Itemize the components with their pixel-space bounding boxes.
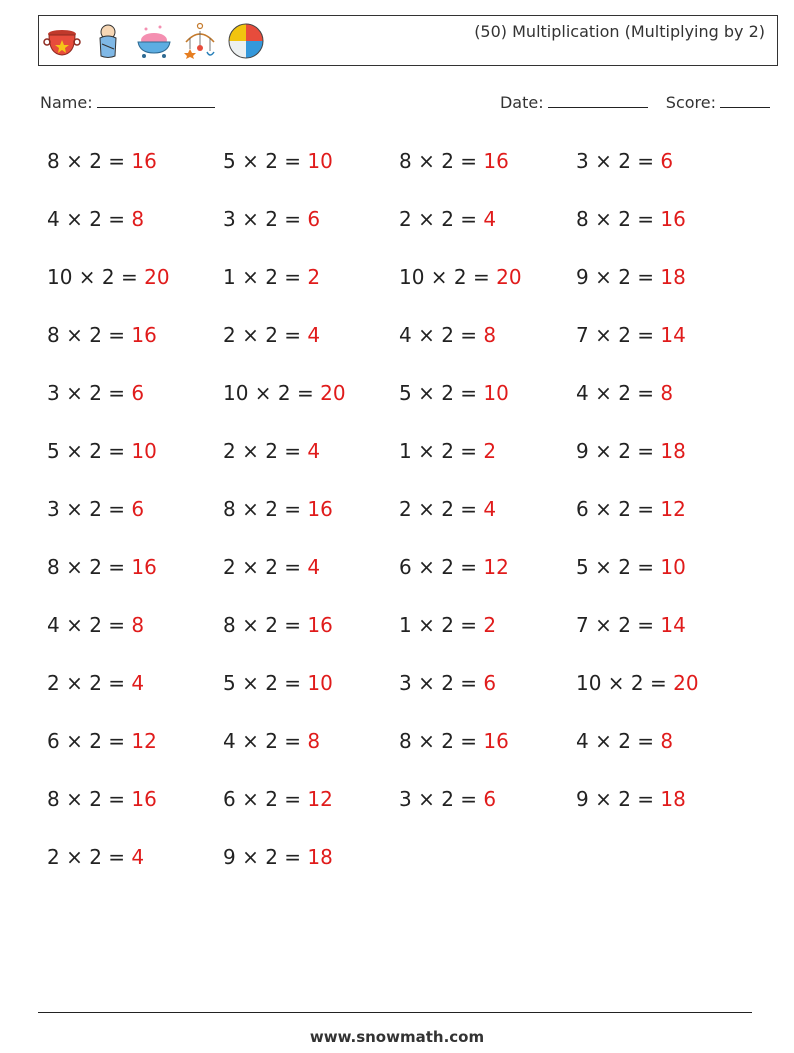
problem-answer: 20 bbox=[673, 671, 699, 695]
worksheet-header bbox=[38, 15, 778, 66]
problem-item bbox=[576, 729, 673, 753]
problem-question: 8 × 2 = bbox=[399, 729, 484, 753]
problem-answer: 18 bbox=[660, 265, 686, 289]
problem-answer: 12 bbox=[660, 497, 686, 521]
problem-answer: 16 bbox=[307, 497, 333, 521]
problem-question: 3 × 2 = bbox=[576, 149, 661, 173]
problem-answer: 4 bbox=[483, 207, 497, 231]
problem-answer: 16 bbox=[131, 323, 157, 347]
problem-question: 2 × 2 = bbox=[223, 439, 308, 463]
problem-item bbox=[47, 671, 144, 695]
problem-answer: 16 bbox=[483, 149, 509, 173]
problem-question: 3 × 2 = bbox=[47, 381, 132, 405]
problem-item bbox=[223, 729, 320, 753]
problem-question: 10 × 2 = bbox=[399, 265, 497, 289]
problem-question: 10 × 2 = bbox=[223, 381, 321, 405]
problem-item bbox=[399, 207, 496, 231]
problem-question: 3 × 2 = bbox=[399, 787, 484, 811]
problem-item bbox=[47, 845, 144, 869]
problem-answer: 6 bbox=[131, 497, 145, 521]
problem-question: 2 × 2 = bbox=[223, 323, 308, 347]
problem-item bbox=[223, 439, 320, 463]
problem-item bbox=[576, 149, 673, 173]
problem-item bbox=[47, 149, 157, 173]
problem-item bbox=[223, 207, 320, 231]
problem-question: 2 × 2 = bbox=[47, 845, 132, 869]
problem-item bbox=[223, 671, 333, 695]
problem-item bbox=[223, 613, 333, 637]
problem-answer: 20 bbox=[496, 265, 522, 289]
problem-answer: 8 bbox=[660, 381, 674, 405]
problem-answer: 2 bbox=[307, 265, 321, 289]
problem-answer: 10 bbox=[660, 555, 686, 579]
problem-item bbox=[399, 265, 522, 289]
problem-answer: 8 bbox=[483, 323, 497, 347]
beach-ball-icon bbox=[227, 22, 265, 60]
problem-item bbox=[576, 787, 686, 811]
problem-question: 4 × 2 = bbox=[576, 381, 661, 405]
problem-item bbox=[576, 381, 673, 405]
problem-item bbox=[47, 497, 144, 521]
problem-item bbox=[47, 439, 157, 463]
problem-answer: 16 bbox=[660, 207, 686, 231]
problem-question: 4 × 2 = bbox=[47, 613, 132, 637]
problem-item bbox=[47, 381, 144, 405]
swaddled-baby-icon bbox=[89, 22, 127, 60]
problem-question: 9 × 2 = bbox=[576, 787, 661, 811]
problem-question: 2 × 2 = bbox=[399, 207, 484, 231]
problem-answer: 6 bbox=[307, 207, 321, 231]
problem-item bbox=[399, 497, 496, 521]
footer-divider bbox=[38, 1012, 752, 1013]
score-blank[interactable] bbox=[720, 93, 770, 108]
problem-item bbox=[399, 381, 509, 405]
problem-question: 5 × 2 = bbox=[576, 555, 661, 579]
problem-question: 6 × 2 = bbox=[223, 787, 308, 811]
problem-question: 4 × 2 = bbox=[399, 323, 484, 347]
name-label: Name: bbox=[40, 93, 93, 112]
problem-question: 3 × 2 = bbox=[399, 671, 484, 695]
problem-answer: 4 bbox=[131, 845, 145, 869]
baby-mobile-icon bbox=[181, 22, 219, 60]
problem-question: 2 × 2 = bbox=[47, 671, 132, 695]
footer-url: www.snowmath.com bbox=[309, 1028, 485, 1046]
problem-answer: 18 bbox=[660, 787, 686, 811]
problem-answer: 10 bbox=[483, 381, 509, 405]
problem-question: 8 × 2 = bbox=[47, 323, 132, 347]
problem-item bbox=[399, 439, 496, 463]
problem-question: 6 × 2 = bbox=[576, 497, 661, 521]
problem-question: 7 × 2 = bbox=[576, 613, 661, 637]
problem-answer: 2 bbox=[483, 439, 497, 463]
problem-answer: 18 bbox=[660, 439, 686, 463]
problem-item bbox=[47, 265, 170, 289]
problem-answer: 4 bbox=[131, 671, 145, 695]
problem-question: 5 × 2 = bbox=[47, 439, 132, 463]
problem-answer: 12 bbox=[307, 787, 333, 811]
problem-item bbox=[223, 497, 333, 521]
worksheet-title: (50) Multiplication (Multiplying by 2) bbox=[474, 22, 765, 41]
problem-answer: 10 bbox=[307, 149, 333, 173]
problem-question: 2 × 2 = bbox=[223, 555, 308, 579]
problem-item bbox=[223, 787, 333, 811]
baby-bath-icon bbox=[135, 22, 173, 60]
problem-item bbox=[223, 555, 320, 579]
problem-answer: 10 bbox=[131, 439, 157, 463]
problem-answer: 8 bbox=[660, 729, 674, 753]
problem-question: 4 × 2 = bbox=[576, 729, 661, 753]
problem-answer: 16 bbox=[131, 149, 157, 173]
problem-question: 3 × 2 = bbox=[47, 497, 132, 521]
problem-item bbox=[47, 555, 157, 579]
problem-answer: 18 bbox=[307, 845, 333, 869]
problem-item bbox=[223, 323, 320, 347]
problem-item bbox=[399, 613, 496, 637]
problem-question: 9 × 2 = bbox=[223, 845, 308, 869]
problem-item bbox=[47, 207, 144, 231]
problem-item bbox=[576, 555, 686, 579]
problem-question: 4 × 2 = bbox=[47, 207, 132, 231]
problem-answer: 4 bbox=[307, 439, 321, 463]
problem-question: 3 × 2 = bbox=[223, 207, 308, 231]
problem-question: 8 × 2 = bbox=[576, 207, 661, 231]
problem-answer: 16 bbox=[307, 613, 333, 637]
problem-item bbox=[576, 265, 686, 289]
problem-item bbox=[576, 207, 686, 231]
problem-item bbox=[399, 787, 496, 811]
problem-question: 6 × 2 = bbox=[47, 729, 132, 753]
problem-answer: 6 bbox=[131, 381, 145, 405]
problem-question: 1 × 2 = bbox=[223, 265, 308, 289]
problem-question: 8 × 2 = bbox=[47, 149, 132, 173]
problem-answer: 12 bbox=[483, 555, 509, 579]
problem-question: 2 × 2 = bbox=[399, 497, 484, 521]
problem-item bbox=[399, 729, 509, 753]
problem-question: 10 × 2 = bbox=[47, 265, 145, 289]
problem-item bbox=[399, 671, 496, 695]
problem-answer: 2 bbox=[483, 613, 497, 637]
problem-question: 8 × 2 = bbox=[399, 149, 484, 173]
problem-answer: 6 bbox=[483, 787, 497, 811]
problem-answer: 14 bbox=[660, 323, 686, 347]
problem-question: 5 × 2 = bbox=[223, 671, 308, 695]
problem-question: 9 × 2 = bbox=[576, 265, 661, 289]
problem-answer: 20 bbox=[144, 265, 170, 289]
problem-item bbox=[399, 149, 509, 173]
problem-item bbox=[47, 787, 157, 811]
problem-question: 4 × 2 = bbox=[223, 729, 308, 753]
problem-item bbox=[576, 671, 699, 695]
problem-question: 5 × 2 = bbox=[223, 149, 308, 173]
date-label: Date: bbox=[499, 93, 544, 112]
problem-question: 5 × 2 = bbox=[399, 381, 484, 405]
problem-question: 6 × 2 = bbox=[399, 555, 484, 579]
problem-item bbox=[576, 613, 686, 637]
problem-answer: 6 bbox=[483, 671, 497, 695]
score-label: Score: bbox=[665, 93, 716, 112]
problem-answer: 8 bbox=[131, 613, 145, 637]
problem-question: 8 × 2 = bbox=[47, 555, 132, 579]
problem-item bbox=[223, 265, 320, 289]
problem-question: 1 × 2 = bbox=[399, 439, 484, 463]
date-blank[interactable] bbox=[548, 93, 648, 108]
problem-question: 7 × 2 = bbox=[576, 323, 661, 347]
problem-item bbox=[223, 149, 333, 173]
problem-answer: 4 bbox=[307, 323, 321, 347]
problem-item bbox=[223, 381, 346, 405]
problem-item bbox=[576, 323, 686, 347]
baby-pot-icon bbox=[43, 22, 81, 60]
problem-item bbox=[576, 497, 686, 521]
name-field bbox=[40, 93, 215, 112]
problem-question: 9 × 2 = bbox=[576, 439, 661, 463]
problem-answer: 8 bbox=[307, 729, 321, 753]
problem-item bbox=[399, 323, 496, 347]
problem-answer: 16 bbox=[131, 555, 157, 579]
problem-item bbox=[399, 555, 509, 579]
problem-question: 8 × 2 = bbox=[223, 497, 308, 521]
problem-answer: 8 bbox=[131, 207, 145, 231]
problem-item bbox=[47, 323, 157, 347]
icon-strip bbox=[43, 22, 265, 60]
name-blank[interactable] bbox=[97, 93, 215, 108]
problem-item bbox=[47, 729, 157, 753]
problem-answer: 12 bbox=[131, 729, 157, 753]
problem-question: 10 × 2 = bbox=[576, 671, 674, 695]
problem-answer: 4 bbox=[483, 497, 497, 521]
problem-item bbox=[223, 845, 333, 869]
problem-item bbox=[47, 613, 144, 637]
problem-answer: 14 bbox=[660, 613, 686, 637]
problem-answer: 10 bbox=[307, 671, 333, 695]
date-score-field bbox=[500, 93, 770, 112]
problem-question: 1 × 2 = bbox=[399, 613, 484, 637]
problem-answer: 16 bbox=[131, 787, 157, 811]
problem-question: 8 × 2 = bbox=[47, 787, 132, 811]
problem-answer: 16 bbox=[483, 729, 509, 753]
problem-item bbox=[576, 439, 686, 463]
problem-answer: 6 bbox=[660, 149, 674, 173]
problem-answer: 4 bbox=[307, 555, 321, 579]
problem-answer: 20 bbox=[320, 381, 346, 405]
problem-question: 8 × 2 = bbox=[223, 613, 308, 637]
